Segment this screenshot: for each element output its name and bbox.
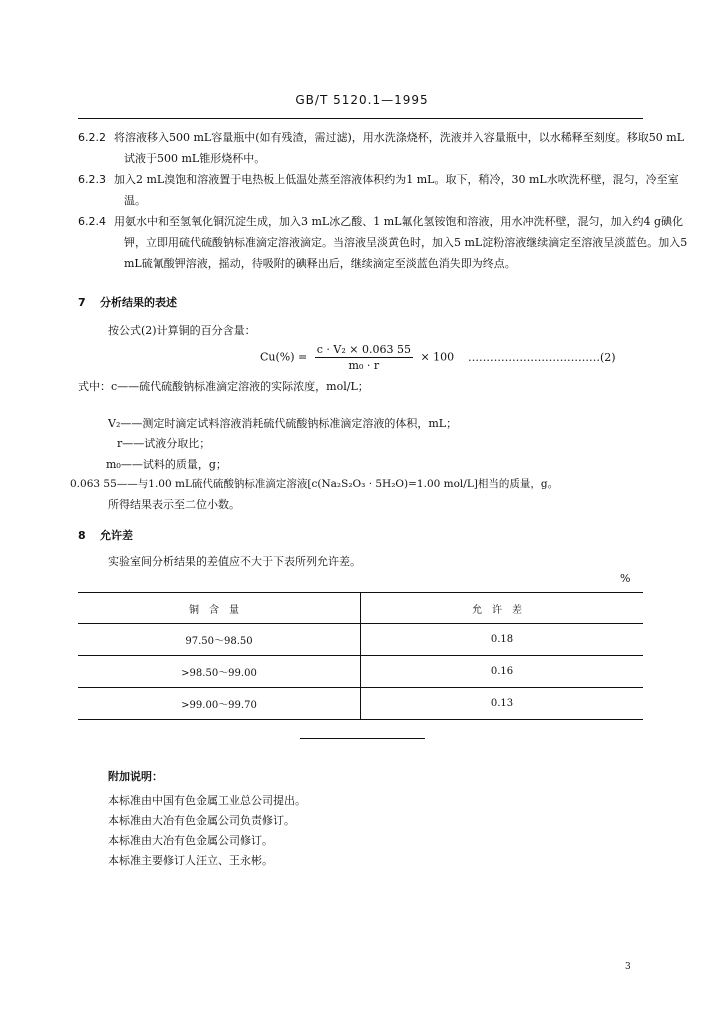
table-row — [78, 656, 643, 688]
formula-numerator: c · V₂ × 0.063 55 — [316, 343, 411, 356]
table-row — [78, 688, 643, 720]
formula — [260, 343, 454, 372]
clause-number: 6.2.4 — [78, 215, 106, 228]
table-cell: 0.16 — [361, 656, 644, 688]
variable-symbol: r — [117, 437, 123, 450]
variable-description: ——试液分取比； — [122, 437, 211, 450]
table-unit: % — [620, 572, 631, 585]
table-header-cell: 允许差 — [361, 593, 644, 624]
section-title: 允许差 — [100, 529, 133, 542]
formula-lhs: Cu(%) = — [260, 350, 308, 364]
section-8-heading — [78, 527, 133, 543]
variable-symbol: V₂ — [108, 417, 121, 430]
note-line: 本标准主要修订人汪立、王永彬。 — [108, 854, 273, 867]
equation-number: ………………………………(2) — [468, 351, 616, 364]
end-rule — [300, 738, 425, 739]
table-cell: >98.50～99.00 — [78, 656, 361, 688]
variable-line — [106, 456, 227, 472]
notes-title: 附加说明： — [108, 770, 163, 783]
section-number: 7 — [78, 296, 86, 309]
variable-symbol: c — [111, 380, 118, 393]
table-cell: 0.13 — [361, 688, 644, 720]
note-line: 本标准由大冶有色金属公司负责修订。 — [108, 814, 295, 827]
formula-fraction — [315, 343, 413, 372]
formula-tail: × 100 — [420, 350, 455, 364]
where-prefix: 式中： — [78, 380, 111, 393]
table-header-row — [78, 593, 643, 624]
variable-line — [70, 476, 558, 491]
result-precision-note: 所得结果表示至二位小数。 — [108, 498, 240, 511]
standard-code-header: GB/T 5120.1—1995 — [295, 93, 429, 107]
variable-description: ——硫代硫酸钠标准滴定溶液的实际浓度，mol/L； — [117, 380, 369, 393]
table-cell: >99.00～99.70 — [78, 688, 361, 720]
section-title: 分析结果的表述 — [100, 296, 177, 309]
note-line: 本标准由大冶有色金属公司修订。 — [108, 834, 273, 847]
clause-text: 加入2 mL溴饱和溶液置于电热板上低温处蒸至溶液体积约为1 mL。取下，稍冷，30 mL水吹洗杯壁，混匀，冷至室温。 — [114, 173, 679, 207]
table-row — [78, 624, 643, 656]
variable-symbol: m₀ — [106, 458, 121, 471]
variable-line — [117, 435, 210, 451]
variable-symbol: 0.063 55 — [70, 478, 117, 490]
page-number: 3 — [625, 962, 631, 972]
note-line: 本标准由中国有色金属工业总公司提出。 — [108, 794, 306, 807]
clause-number: 6.2.3 — [78, 173, 106, 186]
tolerance-intro: 实验室间分析结果的差值应不大于下表所列允许差。 — [108, 555, 361, 568]
header-rule — [78, 118, 643, 119]
variable-line — [108, 415, 457, 431]
section-number: 8 — [78, 529, 86, 542]
clause-6-2-4 — [78, 211, 690, 274]
variable-description: ——试料的质量，g； — [120, 458, 227, 471]
variable-line — [78, 378, 369, 394]
table-header-cell: 铜含量 — [78, 593, 361, 624]
formula-intro: 按公式(2)计算铜的百分含量： — [108, 324, 256, 337]
clause-6-2-2 — [78, 127, 690, 169]
variable-description: ——测定时滴定试料溶液消耗硫代硫酸钠标准滴定溶液的体积，mL； — [120, 417, 458, 430]
table-cell: 0.18 — [361, 624, 644, 656]
clause-text: 将溶液移入500 mL容量瓶中(如有残渣，需过滤)，用水洗涤烧杯，洗液并入容量瓶中，以水稀释至刻度。移取50 mL试液于500 mL锥形烧杯中。 — [114, 131, 685, 165]
clause-number: 6.2.2 — [78, 131, 106, 144]
tolerance-table — [78, 592, 643, 720]
variable-description: ——与1.00 mL硫代硫酸钠标准滴定溶液[c(Na₂S₂O₃ · 5H₂O)=1.00 mol/L]相当的质量，g。 — [116, 478, 559, 490]
formula-denominator: m₀ · r — [348, 359, 380, 372]
clause-6-2-3 — [78, 169, 690, 211]
section-7-heading — [78, 294, 177, 310]
table-cell: 97.50～98.50 — [78, 624, 361, 656]
clause-text: 用氨水中和至氢氧化铜沉淀生成，加入3 mL冰乙酸、1 mL氟化氢铵饱和溶液，用水冲洗杯壁，混匀，加入约4 g碘化钾，立即用硫代硫酸钠标准滴定溶液滴定。当溶液呈淡黄色时，加入5 mL淀粉溶液继续滴定至溶液呈淡蓝色。加入5 mL硫氰酸钾溶液，摇动，待吸附的碘释出后，继续滴定至淡蓝色消失即为终点。 — [114, 215, 688, 270]
